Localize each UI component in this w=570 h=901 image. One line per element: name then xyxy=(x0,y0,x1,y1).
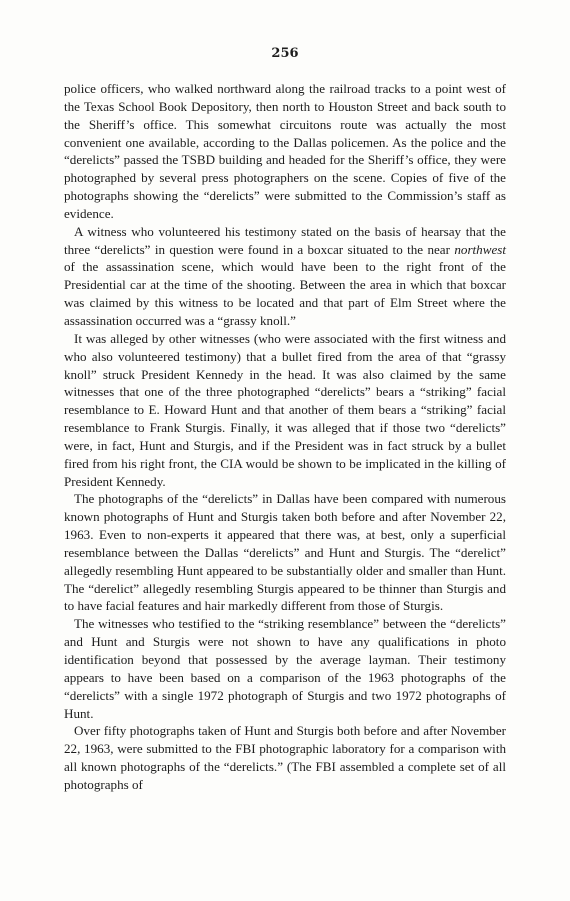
paragraph-3 xyxy=(64,330,506,491)
paragraph-6 xyxy=(64,722,506,793)
paragraph-2-italic-word: northwest xyxy=(454,241,506,257)
paragraph-3-text: It was alleged by other witnesses (who were associated with the first witness and who also volunteered testimony) that a bullet fired from the area of that “grassy knoll” struck President Kennedy in the head. It was also claimed by the same witnesses that one of the three photographed “derelicts” bears a “striking” facial resemblance to E. Howard Hunt and that another of them bears a “striking” facial resemblance to Frank Sturgis. Finally, it was alleged that if those two “derelicts” were, in fact, Hunt and Sturgis, and if the President was in fact struck by a bullet fired from his right front, the CIA would be shown to be implicated in the killing of President Kennedy. xyxy=(64,330,506,489)
paragraph-1 xyxy=(64,80,506,223)
body-text xyxy=(64,80,506,794)
paragraph-2 xyxy=(64,223,506,330)
page-number: 256 xyxy=(271,46,299,61)
paragraph-2-text-end: of the assassination scene, which would have been to the right front of the Presidential car at the time of the shooting. Between the area in which that boxcar was claimed by this witness to be located and that part of Elm Street where the assassination occurred was a “grassy knoll.” xyxy=(64,259,506,328)
paragraph-1-text: police officers, who walked northward along the railroad tracks to a point west of the Texas School Book Depository, then north to Houston Street and back south to the Sheriff’s office. This somewhat circuitons route was actually the most convenient one available, according to the Dallas policemen. As the police and the “derelicts” passed the TSBD building and headed for the Sheriff’s office, they were photographed by several press photographers on the scene. Copies of five of the photographs showing the “derelicts” were submitted to the Commission’s staff as evidence. xyxy=(64,81,506,221)
paragraph-5 xyxy=(64,615,506,722)
paragraph-5-text: The witnesses who testified to the “striking resemblance” between the “derelicts” and Hunt and Sturgis were not shown to have any qualifications in photo identification beyond that possessed by the average layman. Their testimony appears to have been based on a comparison of the 1963 photographs of the “derelicts” with a single 1972 photograph of Sturgis and two 1972 photographs of Hunt. xyxy=(64,616,506,721)
paragraph-4-text: The photographs of the “derelicts” in Dallas have been compared with numerous known photographs of Hunt and Sturgis taken both before and after November 22, 1963. Even to non-experts it appeared that there was, at best, only a superficial resemblance between the Dallas “derelicts” and Hunt and Sturgis. The “derelict” allegedly resembling Hunt appeared to be substantially older and smaller than Hunt. The “derelict” allegedly resembling Sturgis appeared to be thinner than Sturgis and to have facial features and hair markedly different from those of Sturgis. xyxy=(64,491,506,614)
paragraph-6-text: Over fifty photographs taken of Hunt and Sturgis both before and after November 22, 1963, were submitted to the FBI photographic laboratory for a comparison with all known photographs of the “derelicts.” (The FBI assembled a complete set of all photographs of xyxy=(64,723,506,792)
paragraph-2-text-start: A witness who volunteered his testimony stated on the basis of hearsay that the three “derelicts” in question were found in a boxcar situated to the near xyxy=(64,223,506,257)
paragraph-4 xyxy=(64,490,506,615)
